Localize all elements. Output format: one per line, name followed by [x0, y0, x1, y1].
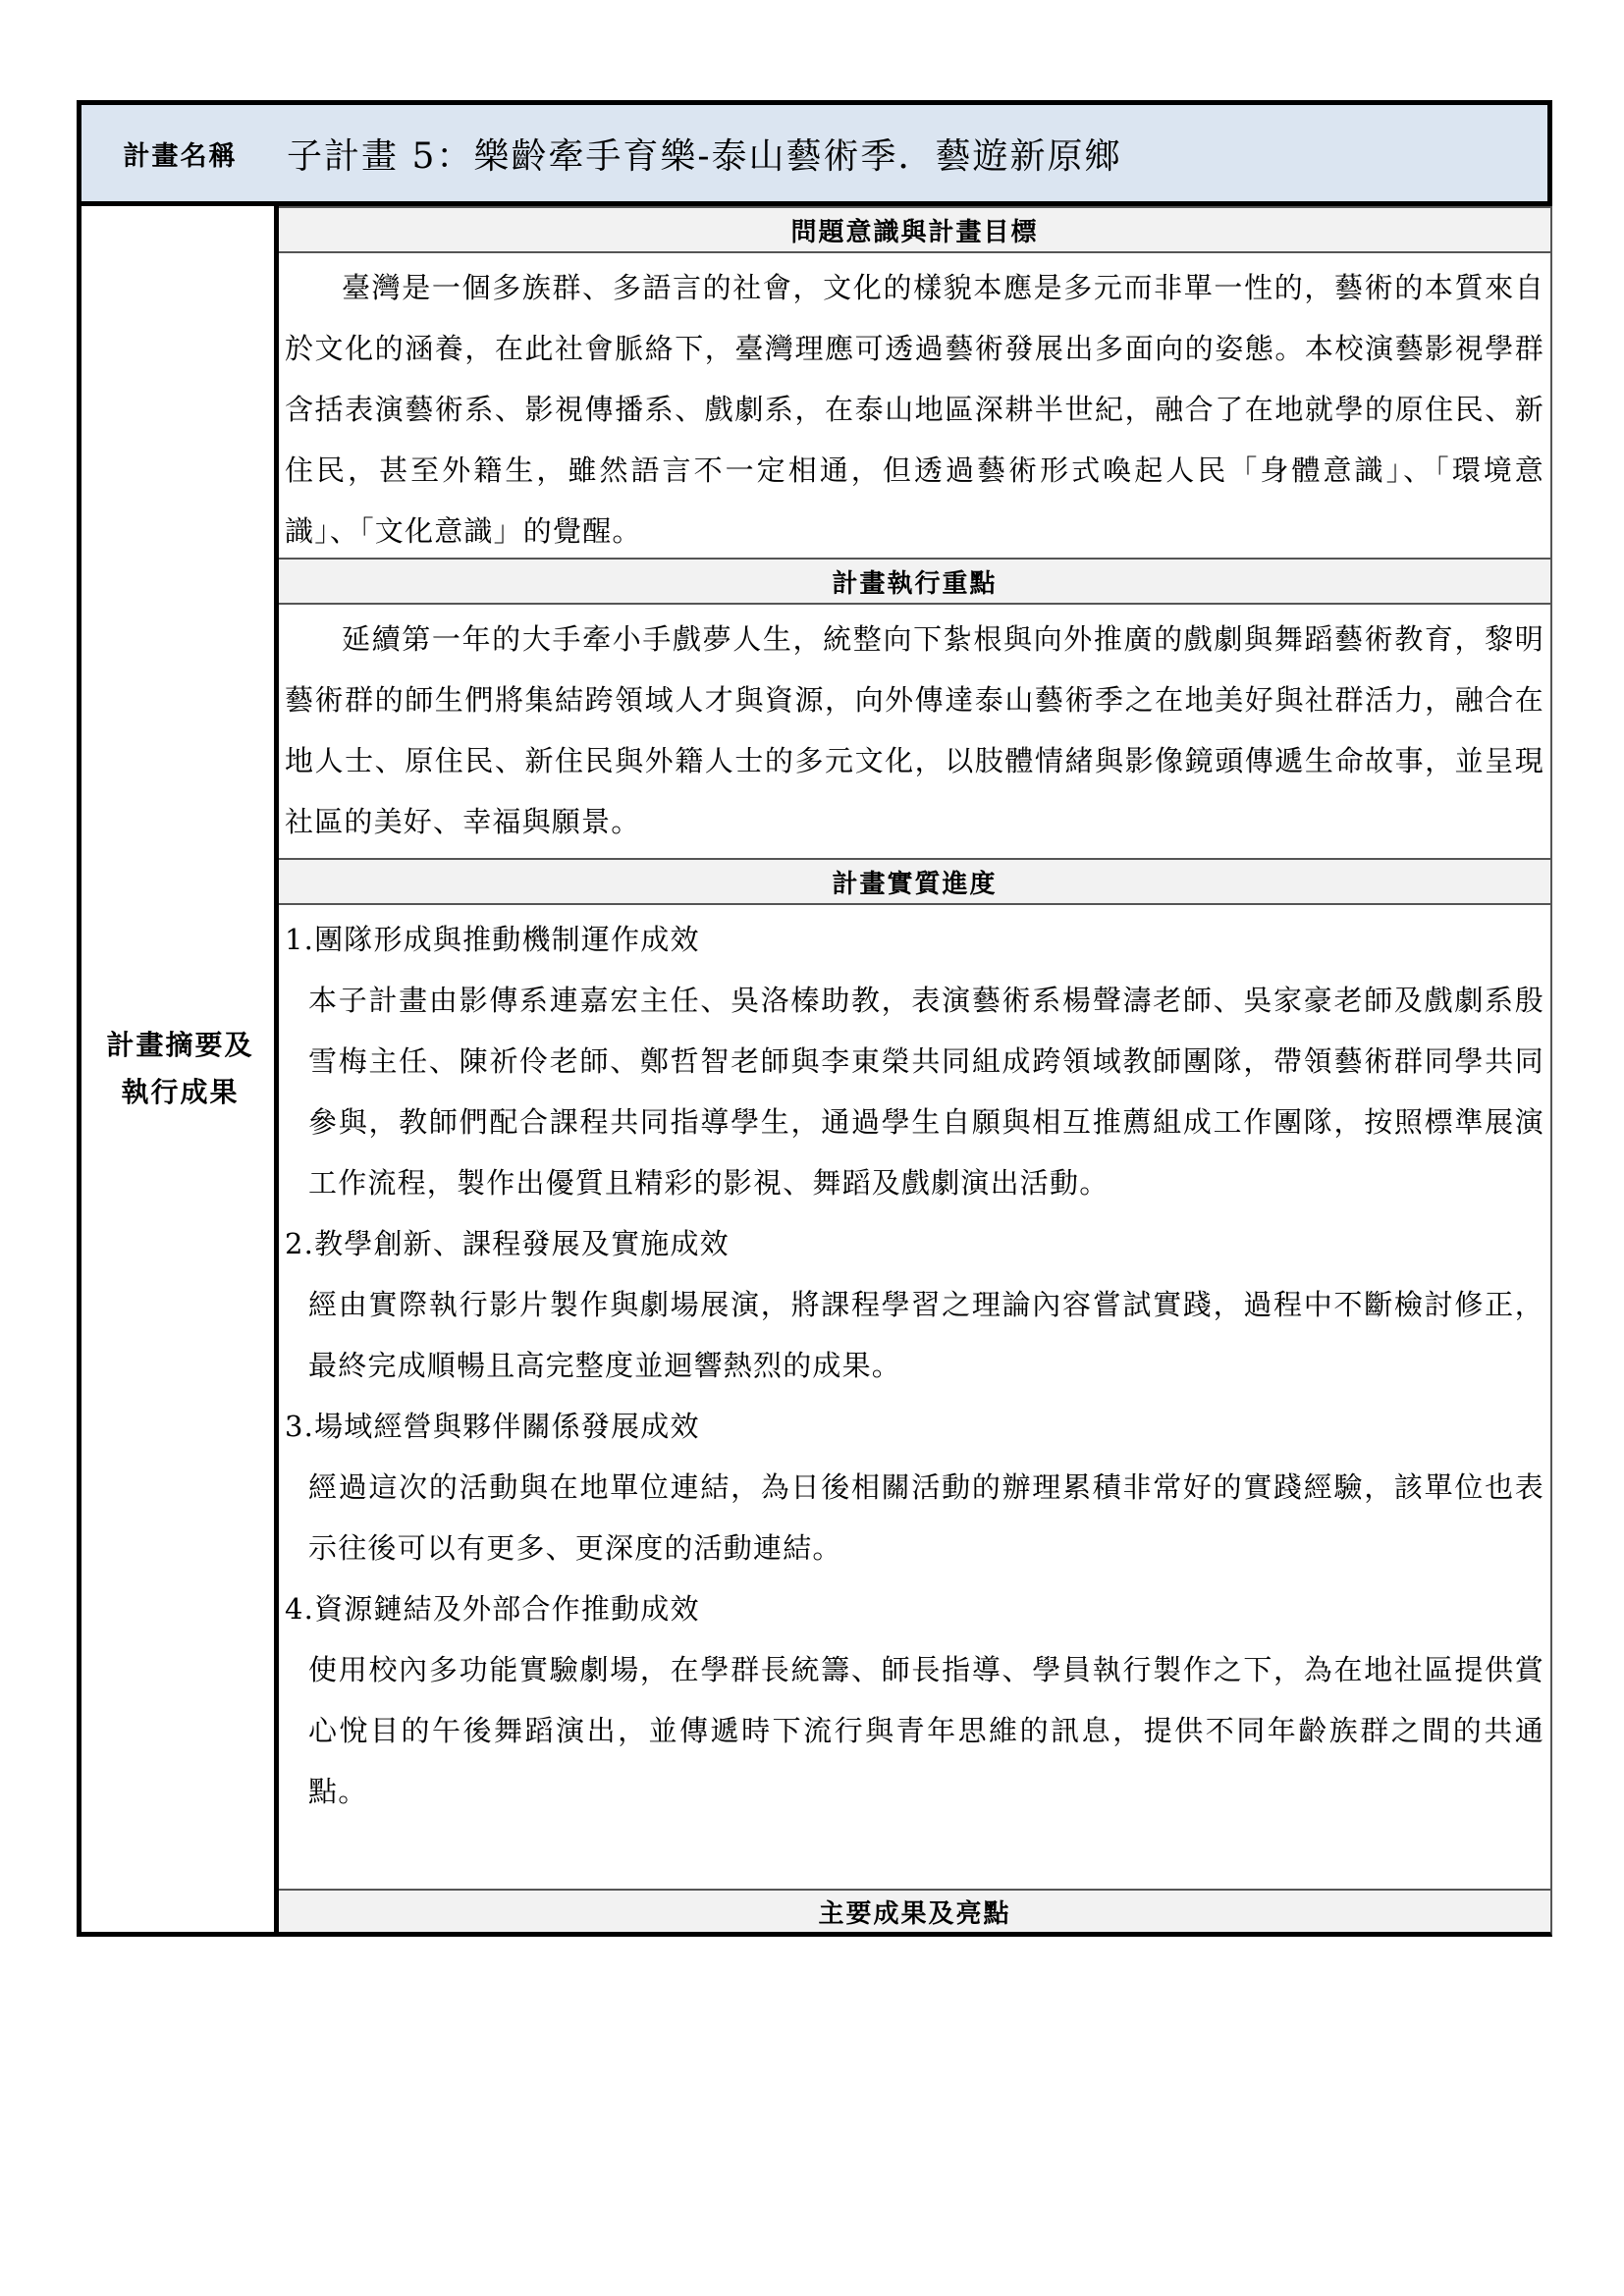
progress-item-title: 3.場域經營與夥伴關係發展成效: [285, 1410, 700, 1443]
section-heading-progress: 計畫實質進度: [279, 858, 1552, 905]
summary-label-line2: 執行成果: [121, 1076, 240, 1108]
section-body-problem: [279, 253, 1552, 558]
problem-text: 臺灣是一個多族群、多語言的社會，文化的樣貌本應是多元而非單一性的，藝術的本質來自於文化的涵養，在此社會脈絡下，臺灣理應可透過藝術發展出多面向的姿態。本校演藝影視學群含括表演藝術系、影視傳播系、戲劇系，在泰山地區深耕半世紀，融合了在地就學的原住民、新住民，甚至外籍生，雖然語言不一定相通，但透過藝術形式喚起人民「身體意識」、「環境意識」、「文化意識」的覺醒。: [285, 271, 1544, 548]
progress-item-body: 經由實際執行影片製作與劇場展演，將課程學習之理論內容嘗試實踐，過程中不斷檢討修正，最終完成順暢且高完整度並迴響熱烈的成果。: [308, 1288, 1544, 1382]
summary-label: [81, 206, 279, 1932]
project-name-label: 計畫名稱: [81, 100, 279, 206]
section-heading-problem: 問題意識與計畫目標: [279, 206, 1552, 253]
label-column: [77, 100, 279, 1937]
focus-text: 延續第一年的大手牽小手戲夢人生，統整向下紮根與向外推廣的戲劇與舞蹈藝術教育，黎明藝術群的師生們將集結跨領域人才與資源，向外傳達泰山藝術季之在地美好與社群活力，融合在地人士、原住民、新住民與外籍人士的多元文化，以肢體情緒與影像鏡頭傳遞生命故事，並呈現社區的美好、幸福與願景。: [285, 622, 1544, 838]
progress-item-body: 經過這次的活動與在地單位連結，為日後相關活動的辦理累積非常好的實踐經驗，該單位也表示往後可以有更多、更深度的活動連結。: [308, 1470, 1544, 1565]
progress-item-title: 1.團隊形成與推動機制運作成效: [285, 923, 700, 956]
section-body-progress: [279, 905, 1552, 1889]
summary-label-line1: 計畫摘要及: [106, 1029, 254, 1061]
section-heading-highlights: 主要成果及亮點: [279, 1889, 1552, 1937]
project-name-value: 子計畫 5：樂齡牽手育樂-泰山藝術季．藝遊新原鄉: [279, 100, 1552, 206]
progress-item-body: 使用校內多功能實驗劇場，在學群長統籌、師長指導、學員執行製作之下，為在地社區提供賞心悅目的午後舞蹈演出，並傳遞時下流行與青年思維的訊息，提供不同年齡族群之間的共通點。: [308, 1653, 1544, 1808]
progress-item-title: 4.資源鏈結及外部合作推動成效: [285, 1592, 700, 1626]
progress-item-body: 本子計畫由影傳系連嘉宏主任、吳洛榛助教，表演藝術系楊聲濤老師、吳家豪老師及戲劇系殷雪梅主任、陳祈伶老師、鄭哲智老師與李東榮共同組成跨領域教師團隊，帶領藝術群同學共同參與，教師們配合課程共同指導學生，通過學生自願與相互推薦組成工作團隊，按照標準展演工作流程，製作出優質且精彩的影視、舞蹈及戲劇演出活動。: [308, 984, 1544, 1200]
progress-item-title: 2.教學創新、課程發展及實施成效: [285, 1227, 730, 1260]
project-table: [77, 100, 1552, 1937]
section-body-focus: [279, 605, 1552, 858]
content-column: [279, 100, 1552, 1937]
section-heading-focus: 計畫執行重點: [279, 558, 1552, 605]
